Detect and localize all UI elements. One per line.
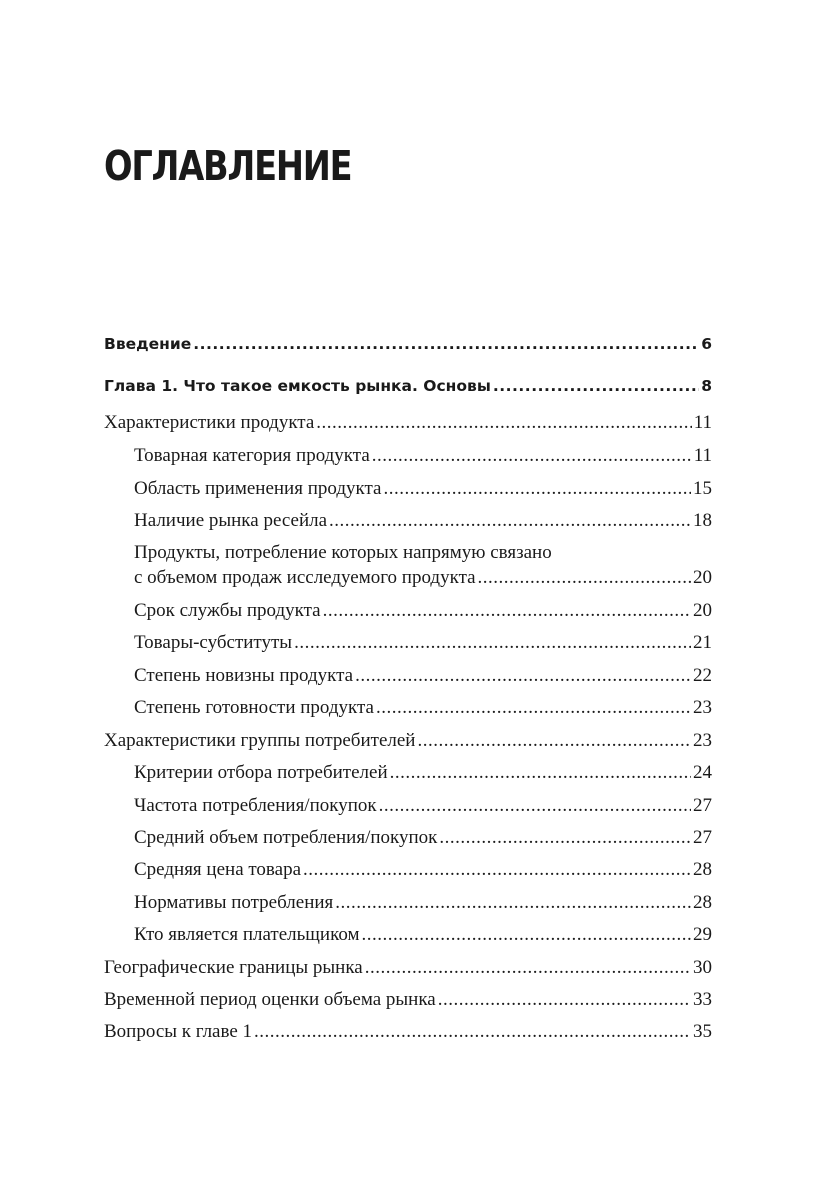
toc-subentry[interactable] [134, 509, 712, 533]
dot-leader [254, 1020, 691, 1044]
toc-entry-label: Степень новизны продукта [134, 665, 354, 686]
toc-subentry-label-line-1[interactable]: Продукты, потребление которых напрямую связано [134, 542, 552, 563]
toc-entry-label: Средняя цена товара [134, 859, 302, 880]
toc-subentry[interactable] [134, 826, 712, 850]
toc-entry[interactable] [104, 956, 712, 980]
toc-entry-page: 35 [693, 1021, 712, 1042]
toc-entry-page: 8 [701, 377, 712, 395]
dot-leader [379, 794, 691, 818]
dot-leader [493, 374, 699, 398]
toc-entry-page: 27 [693, 827, 712, 848]
toc-entry-page: 22 [693, 665, 712, 686]
toc-subentry[interactable] [134, 923, 712, 947]
dot-leader [193, 332, 699, 356]
toc-entry-page: 21 [693, 632, 712, 653]
toc-entry-page: 29 [693, 924, 712, 945]
toc-entry-page: 28 [693, 892, 712, 913]
toc-entry-page: 18 [693, 510, 712, 531]
toc-subentry[interactable] [134, 566, 712, 590]
dot-leader [390, 761, 691, 785]
toc-entry-page: 20 [693, 600, 712, 621]
toc-entry-label: Степень готовности продукта [134, 697, 374, 718]
toc-entry-label: Наличие рынка ресейла [134, 510, 328, 531]
toc-entry-label: Критерии отбора потребителей [134, 762, 388, 783]
toc-entry-label: Средний объем потребления/покупок [134, 827, 438, 848]
dot-leader [376, 696, 691, 720]
toc-entry-label: Географические границы рынка [104, 957, 363, 978]
dot-leader [294, 631, 691, 655]
toc-entry-chapter-1[interactable] [104, 374, 712, 398]
toc-entry[interactable] [104, 988, 712, 1012]
dot-leader [372, 444, 692, 468]
toc-entry-label: Характеристики продукта [104, 412, 315, 433]
toc-entry-label: Частота потребления/покупок [134, 795, 377, 816]
toc-entry-page: 23 [693, 730, 712, 751]
dot-leader [316, 411, 691, 435]
toc-entry-page: 33 [693, 989, 712, 1010]
toc-entry-page: 11 [693, 412, 712, 433]
toc-entry-page: 24 [693, 762, 712, 783]
dot-leader [478, 566, 691, 590]
toc-subentry[interactable] [134, 858, 712, 882]
toc-entry-page: 27 [693, 795, 712, 816]
toc-entry-page: 23 [693, 697, 712, 718]
toc-entry-page: 11 [693, 445, 712, 466]
toc-subentry[interactable] [134, 891, 712, 915]
page-title: ОГЛАВЛЕНИЕ [104, 142, 352, 190]
dot-leader [383, 477, 691, 501]
toc-entry-label: Товары-субституты [134, 632, 293, 653]
toc-entry-label: Вопросы к главе 1 [104, 1021, 253, 1042]
dot-leader [417, 729, 691, 753]
toc-entry-introduction[interactable] [104, 332, 712, 356]
toc-entry-label: Введение [104, 335, 192, 353]
dot-leader [365, 956, 691, 980]
toc-entry-label: Кто является плательщиком [134, 924, 360, 945]
toc-entry-page: 28 [693, 859, 712, 880]
toc-subentry[interactable] [134, 444, 712, 468]
toc-subentry[interactable] [134, 664, 712, 688]
toc-entry-page: 15 [693, 478, 712, 499]
toc-entry-label: Временной период оценки объема рынка [104, 989, 436, 1010]
toc-entry[interactable] [104, 411, 712, 435]
table-of-contents [104, 0, 712, 1200]
toc-entry-page: 20 [693, 567, 712, 588]
toc-subentry[interactable] [134, 696, 712, 720]
toc-subentry[interactable] [134, 631, 712, 655]
toc-entry-page: 30 [693, 957, 712, 978]
dot-leader [323, 599, 691, 623]
toc-subentry[interactable] [134, 794, 712, 818]
dot-leader [355, 664, 691, 688]
toc-subentry[interactable] [134, 477, 712, 501]
dot-leader [362, 923, 691, 947]
toc-entry-label: Глава 1. Что такое емкость рынка. Основы [104, 377, 491, 395]
toc-entry[interactable] [104, 1020, 712, 1044]
dot-leader [329, 509, 691, 533]
toc-subentry[interactable] [134, 599, 712, 623]
toc-entry-label: Характеристики группы потребителей [104, 730, 416, 751]
toc-entry-label: с объемом продаж исследуемого продукта [134, 567, 476, 588]
toc-entry-label: Область применения продукта [134, 478, 382, 499]
dot-leader [438, 988, 691, 1012]
dot-leader [303, 858, 691, 882]
toc-entry-label: Нормативы потребления [134, 892, 334, 913]
toc-entry[interactable] [104, 729, 712, 753]
dot-leader [335, 891, 691, 915]
toc-entry-page: 6 [701, 335, 712, 353]
toc-entry-label: Срок службы продукта [134, 600, 321, 621]
dot-leader [439, 826, 691, 850]
toc-subentry[interactable] [134, 761, 712, 785]
toc-entry-label: Товарная категория продукта [134, 445, 370, 466]
